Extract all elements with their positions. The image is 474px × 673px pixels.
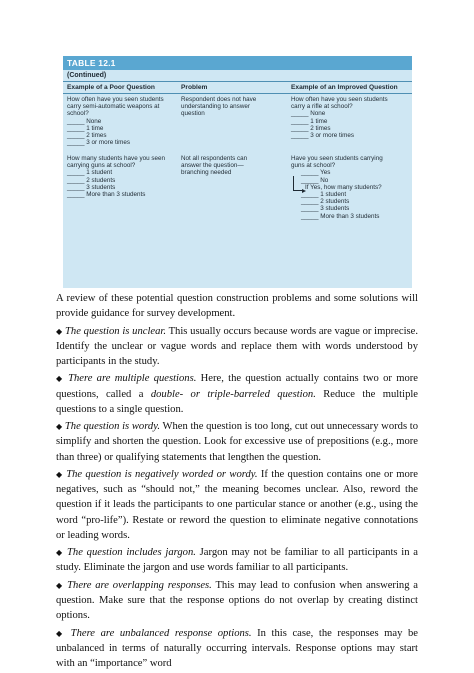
cell-line: _____ 3 students bbox=[67, 183, 116, 191]
diamond-bullet-icon: ◆ bbox=[56, 628, 66, 638]
cell-line: _____ 2 times bbox=[291, 124, 331, 132]
cell-line: _____ 1 time bbox=[291, 117, 328, 125]
poor-question-cell bbox=[63, 96, 177, 153]
header-problem: Problem bbox=[181, 84, 208, 91]
cell-line: _____ 2 students bbox=[67, 176, 116, 184]
cell-line: Respondent does not have bbox=[181, 96, 257, 103]
item-lead: The question includes jargon. bbox=[67, 547, 196, 559]
cell-line: guns at school? bbox=[291, 162, 336, 170]
branch-question bbox=[291, 184, 412, 191]
list-item bbox=[56, 324, 418, 370]
cell-line: _____ 1 student bbox=[67, 169, 113, 177]
item-italic-term: double- or triple-barreled question. bbox=[150, 388, 316, 400]
cell-line: _____ 2 students bbox=[301, 198, 350, 206]
cell-line: carry semi-automatic weapons at bbox=[67, 103, 160, 111]
cell-line: Not all respondents can bbox=[181, 155, 248, 162]
diamond-bullet-icon: ◆ bbox=[56, 469, 63, 479]
cell-line: question bbox=[181, 110, 205, 118]
list-item bbox=[56, 545, 418, 575]
table-header-row bbox=[63, 82, 412, 94]
cell-line: _____ More than 3 students bbox=[301, 212, 380, 220]
improved-question-cell bbox=[287, 155, 412, 239]
diamond-bullet-icon: ◆ bbox=[56, 326, 63, 336]
cell-line: How many students have you seen bbox=[67, 155, 166, 162]
cell-line: _____ 3 students bbox=[301, 205, 350, 213]
cell-line: _____ 2 times bbox=[67, 132, 107, 140]
cell-line: branching needed bbox=[181, 169, 232, 177]
cell-line: _____ No bbox=[301, 176, 329, 184]
item-text: Reduce the multiple questions to a single question. bbox=[56, 388, 419, 415]
cell-line: _____ More than 3 students bbox=[67, 191, 146, 199]
cell-line: Have you seen students carrying bbox=[291, 155, 383, 162]
item-text: If the question contains one or more negatives, such as “should not,” the meaning becomes unclear. Also, reword the question if it leads the participants to one particular stance or another (e.g., using the word “pro-life”). Restate or reword the question to eliminate negative connotations or leading words. bbox=[56, 468, 418, 541]
item-text: This usually occurs because words are vague or imprecise. Identify the unclear or vague words and replace them with words understood by participants in the study. bbox=[56, 325, 419, 367]
item-text: Here, the question actually contains two or more questions, called a bbox=[56, 373, 419, 400]
body-text bbox=[56, 291, 418, 673]
header-poor-question: Example of a Poor Question bbox=[67, 84, 155, 91]
problem-cell bbox=[177, 155, 287, 239]
item-lead: There are overlapping responses. bbox=[67, 579, 212, 591]
cell-line: _____ 3 or more times bbox=[291, 132, 354, 140]
cell-line: How often have you seen students bbox=[67, 96, 164, 103]
diamond-bullet-icon: ◆ bbox=[56, 580, 64, 590]
list-item bbox=[56, 467, 418, 543]
cell-line: understanding to answer bbox=[181, 103, 250, 111]
cell-line: school? bbox=[67, 110, 89, 118]
header-improved-question: Example of an Improved Question bbox=[291, 84, 398, 91]
cell-line: _____ None bbox=[67, 117, 102, 125]
cell-line: _____ 1 time bbox=[67, 124, 104, 132]
poor-question-cell bbox=[63, 155, 177, 239]
item-text: When the question is too long, cut out unnecessary words to simplify and shorten the question. Look for excessive use of prepositions (e.g., more than three) or qualifying statements that lengthen the question. bbox=[56, 421, 419, 463]
diamond-bullet-icon: ◆ bbox=[56, 422, 63, 432]
cell-line: How often have you seen students bbox=[291, 96, 388, 103]
list-item bbox=[56, 419, 418, 465]
improved-question-cell bbox=[287, 96, 412, 153]
table-figure bbox=[63, 56, 412, 288]
cell-line: carry a rifle at school? bbox=[291, 103, 353, 111]
cell-line: answer the question— bbox=[181, 162, 244, 170]
list-item bbox=[56, 371, 418, 417]
item-lead: There are multiple questions. bbox=[68, 373, 197, 385]
cell-line: _____ 3 or more times bbox=[67, 139, 130, 147]
table-continued-label: (Continued) bbox=[63, 70, 412, 82]
item-lead: There are unbalanced response options. bbox=[70, 627, 252, 639]
diamond-bullet-icon: ◆ bbox=[56, 548, 64, 558]
cell-line: _____ 1 student bbox=[301, 191, 347, 199]
cell-line: _____ None bbox=[291, 110, 326, 118]
list-item bbox=[56, 578, 418, 624]
intro-paragraph: A review of these potential question construction problems and some solutions will provide guidance for survey development. bbox=[56, 293, 418, 320]
item-lead: The question is unclear. bbox=[65, 325, 166, 337]
branch-arrow-icon bbox=[293, 176, 303, 191]
table-title: TABLE 12.1 bbox=[63, 56, 412, 70]
problem-cell bbox=[177, 96, 287, 153]
table-row bbox=[63, 153, 412, 239]
item-text: Jargon may not be familiar to all participants in a study. Eliminate the jargon and use words familiar to all participants. bbox=[56, 547, 418, 574]
list-item bbox=[56, 626, 418, 672]
item-lead: The question is negatively worded or wordy. bbox=[66, 468, 258, 480]
table-row bbox=[63, 94, 412, 153]
item-text: In this case, the responses may be unbalanced in terms of naturally occurring intervals. Response options may start with an “importance” word bbox=[56, 627, 418, 669]
diamond-bullet-icon: ◆ bbox=[56, 374, 64, 384]
item-lead: The question is wordy. bbox=[64, 421, 160, 433]
branch-question-text: If Yes, how many students? bbox=[305, 183, 382, 191]
cell-line: _____ Yes bbox=[301, 169, 331, 177]
item-text: This may lead to confusion when answering a question. Make sure that the response options do not overlap by creating distinct options. bbox=[56, 579, 418, 622]
cell-line: carrying guns at school? bbox=[67, 162, 136, 170]
